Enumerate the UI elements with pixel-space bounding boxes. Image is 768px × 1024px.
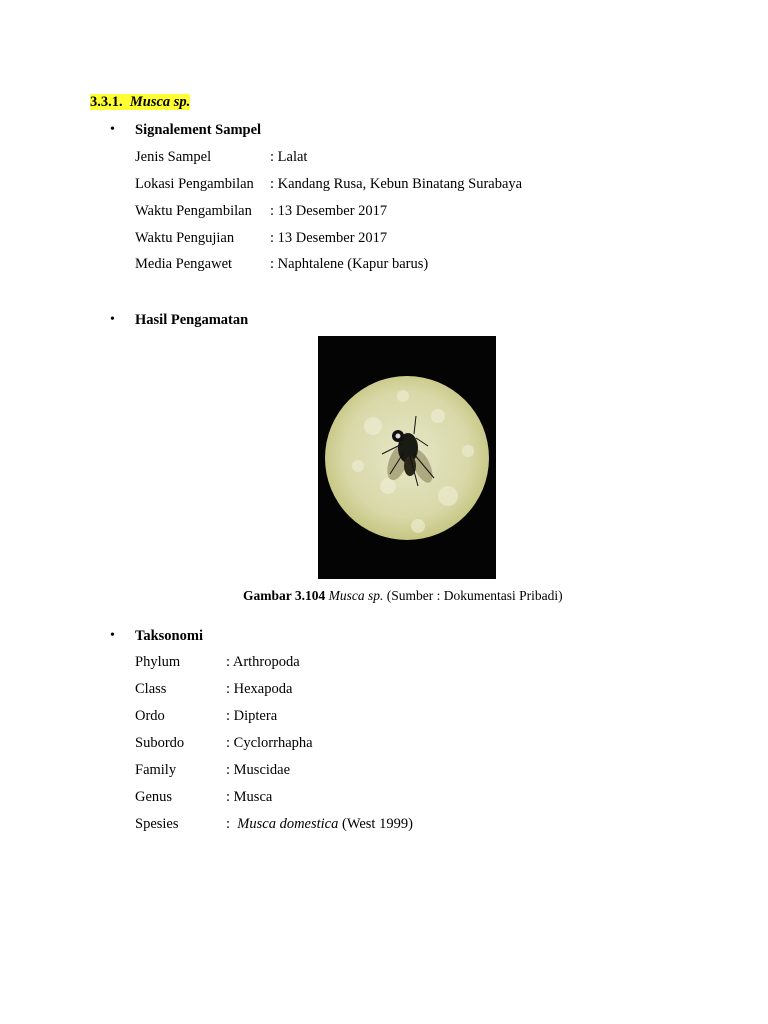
taksonomi-label: Subordo xyxy=(135,735,185,751)
signalement-label: Media Pengawet xyxy=(135,256,233,272)
hasil-title: Hasil Pengamatan xyxy=(135,312,249,328)
signalement-value: : Naphtalene (Kapur barus) xyxy=(270,256,429,272)
bullet-icon: • xyxy=(110,122,115,137)
taksonomi-value: : Cyclorrhapha xyxy=(226,735,313,751)
bullet-icon: • xyxy=(110,628,115,643)
taksonomi-value: : Muscidae xyxy=(226,762,291,778)
spesies-name: Musca domestica xyxy=(237,816,339,832)
signalement-label: Jenis Sampel xyxy=(135,149,212,165)
signalement-title: Signalement Sampel xyxy=(135,122,262,138)
microscope-photo xyxy=(318,336,496,579)
signalement-value: : 13 Desember 2017 xyxy=(270,203,388,219)
signalement-label: Waktu Pengujian xyxy=(135,230,235,246)
figure-source: (Sumber : Dokumentasi Pribadi) xyxy=(386,588,563,603)
fly-under-microscope-image xyxy=(318,336,496,579)
taksonomi-value: : Arthropoda xyxy=(226,654,300,670)
signalement-label: Waktu Pengambilan xyxy=(135,203,252,219)
section-number: 3.3.1. xyxy=(90,94,123,110)
signalement-value: : Lalat xyxy=(270,149,308,165)
figure-label: Gambar 3.104 xyxy=(243,588,326,603)
taksonomi-label: Class xyxy=(135,681,167,697)
bullet-icon: • xyxy=(110,312,115,327)
spesies-citation: (West 1999) xyxy=(341,816,413,832)
signalement-label: Lokasi Pengambilan xyxy=(135,176,254,192)
signalement-value: : 13 Desember 2017 xyxy=(270,230,388,246)
taksonomi-label: Phylum xyxy=(135,654,181,670)
taksonomi-label: Ordo xyxy=(135,708,165,724)
figure-species: Musca sp. xyxy=(328,588,384,603)
taksonomi-title: Taksonomi xyxy=(135,628,203,644)
taksonomi-value xyxy=(226,817,413,832)
signalement-value: : Kandang Rusa, Kebun Binatang Surabaya xyxy=(270,176,523,192)
taksonomi-value: : Diptera xyxy=(226,708,278,724)
section-heading xyxy=(90,95,190,110)
taksonomi-value: : Hexapoda xyxy=(226,681,293,697)
taksonomi-value: : Musca xyxy=(226,789,273,805)
spesies-colon: : xyxy=(226,816,231,832)
taksonomi-label: Family xyxy=(135,762,177,778)
section-title: Musca sp. xyxy=(129,94,191,110)
figure-caption xyxy=(243,589,563,603)
taksonomi-label: Genus xyxy=(135,789,173,805)
taksonomi-label: Spesies xyxy=(135,816,179,832)
